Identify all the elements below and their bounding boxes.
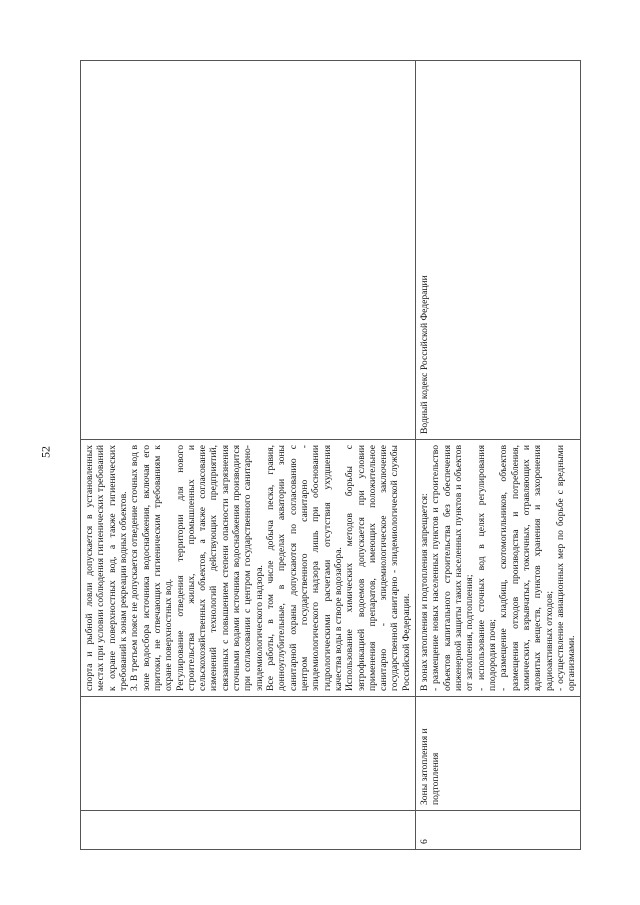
requirements-cell [81, 440, 416, 697]
rotated-table-container [80, 60, 580, 850]
page-number: 52 [38, 446, 53, 458]
zone-name-cell [81, 697, 416, 811]
table-row [81, 61, 416, 850]
requirement-paragraph: - размещение кладбищ, скотомогильников, объектов размещения отходов производства и потребления, химических, взрывчатых, токсичных, отравляющих и ядовитых веществ, пунктов хранения и захоронения радиоактивных отходов; [498, 445, 555, 691]
source-cell [81, 61, 416, 440]
source-cell: Водный кодекс Российской Федерации [416, 61, 581, 440]
requirement-paragraph: Регулирование отведения территории для нового строительства жилых, промышленных и сельскохозяйственных объектов, а также согласование изменений технологий действующих предприятий, связанных с повышением степени опасности загрязнения сточными водами источника водоснабжения производится при согласовании с центром государственного санитарно-эпидемиологического надзора. [174, 445, 265, 691]
requirement-paragraph: - размещение новых населенных пунктов и строительство объектов капитального строительства без обеспечения инженерной защиты таких населенных пунктов и объектов от затопления, подтопления; [430, 445, 476, 691]
row-number-cell: 6 [416, 811, 581, 850]
row-number-cell [81, 811, 416, 850]
requirement-paragraph: спорта и рыбной ловли допускается в установленных местах при условии соблюдения гигиенических требований к охране поверхностных вод, а также гигиенических требований к зонам рекреации водных объектов. [84, 445, 129, 691]
table-row [416, 61, 581, 850]
requirement-paragraph: - осуществление авиационных мер по борьбе с вредными организмами. [554, 445, 578, 691]
requirement-paragraph: - использование сточных вод в целях регулирования плодородия почв; [475, 445, 498, 691]
requirement-paragraph: Использование химических методов борьбы с эвтрофикацией водоемов допускается при условии применения препаратов, имеющих положительное санитарно - эпидемиологическое заключение государственной санитарно - эпидемиологической службы Российской Федерации. [344, 445, 412, 691]
requirements-cell [416, 440, 581, 697]
zone-name-cell: Зоны затопления и подтопления [416, 697, 581, 811]
requirement-paragraph: 3. В третьем поясе не допускается отведение сточных вод в зоне водосбора источника водоснабжения, включая его притоки, не отвечающих гигиеническим требованиям к охране поверхностных вод. [129, 445, 175, 691]
requirement-paragraph: Все работы, в том числе добыча песка, гравия, донноуглубительные, в пределах акватории зоны санитарной охраны допускаются по согласованию с центром государственного санитарно - эпидемиологического надзора лишь при обосновании гидрологическими расчетами отсутствия ухудшения качества воды в створе водозабора. [265, 445, 344, 691]
requirement-paragraph: В зонах затопления и подтопления запрещается: [419, 493, 431, 691]
regulation-table [80, 60, 581, 850]
